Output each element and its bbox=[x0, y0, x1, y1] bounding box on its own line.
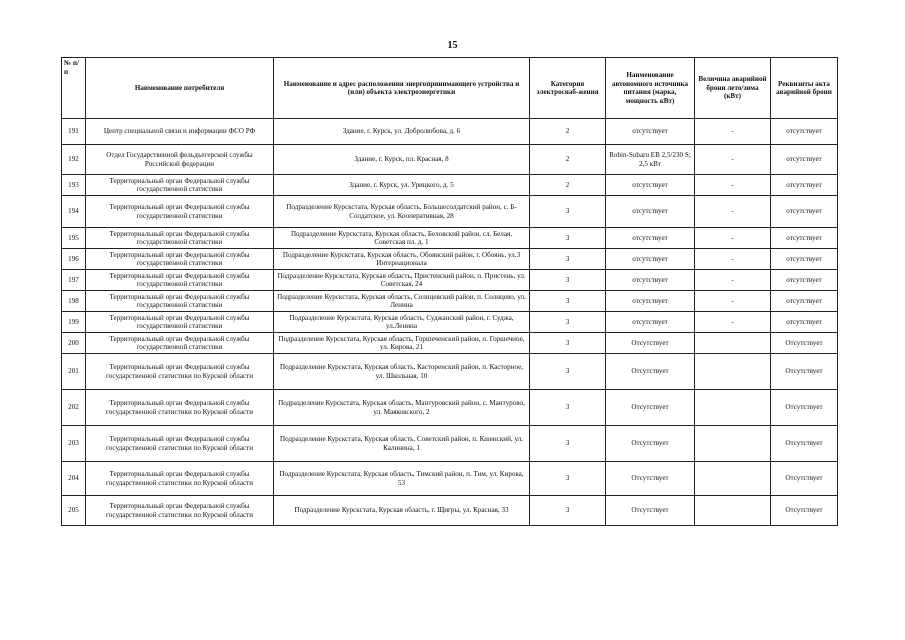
cell-category: 3 bbox=[530, 249, 606, 270]
table-row bbox=[62, 119, 838, 145]
cell-act: Отсутствует bbox=[771, 426, 838, 462]
cell-source: Отсутствует bbox=[606, 390, 695, 426]
cell-object: Подразделение Курскстата, Курская область, Большесолдатский район, с. Б-Солдатское, ул. Кооперативная, 28 bbox=[274, 196, 530, 228]
cell-consumer: Отдел Государственной фельдъегерской службы Российской федерации bbox=[86, 145, 274, 175]
cell-category: 3 bbox=[530, 354, 606, 390]
cell-object: Подразделение Курскстата, Курская область, Суджанский район, г. Суджа, ул.Ленина bbox=[274, 312, 530, 333]
cell-category: 3 bbox=[530, 462, 606, 496]
cell-source: Отсутствует bbox=[606, 462, 695, 496]
cell-category: 3 bbox=[530, 333, 606, 354]
cell-act: отсутствует bbox=[771, 249, 838, 270]
cell-reserve bbox=[695, 462, 771, 496]
table-row bbox=[62, 390, 838, 426]
cell-category: 2 bbox=[530, 119, 606, 145]
cell-num: 201 bbox=[62, 354, 86, 390]
cell-act: Отсутствует bbox=[771, 354, 838, 390]
cell-object: Подразделение Курскстата, Курская область, г. Щигры, ул. Красная, 33 bbox=[274, 496, 530, 526]
emergency-reserve-table bbox=[61, 57, 838, 526]
cell-num: 205 bbox=[62, 496, 86, 526]
cell-consumer: Территориальный орган Федеральной службы государственной статистики по Курской области bbox=[86, 496, 274, 526]
cell-num: 197 bbox=[62, 270, 86, 291]
table-row bbox=[62, 354, 838, 390]
cell-reserve: - bbox=[695, 291, 771, 312]
cell-act: отсутствует bbox=[771, 228, 838, 249]
cell-reserve bbox=[695, 390, 771, 426]
cell-source: Отсутствует bbox=[606, 496, 695, 526]
cell-consumer: Территориальный орган Федеральной службы государственной статистики bbox=[86, 228, 274, 249]
cell-reserve bbox=[695, 496, 771, 526]
table-header-row bbox=[62, 58, 838, 119]
cell-consumer: Центр специальной связи и информации ФСО РФ bbox=[86, 119, 274, 145]
table-row bbox=[62, 462, 838, 496]
cell-object: Подразделение Курскстата, Курская область, Солнцевский район, п. Солнцево, ул. Ленина bbox=[274, 291, 530, 312]
cell-object: Подразделение Курскстата, Курская область, Советский район, п. Кшенский, ул. Калинина, 1 bbox=[274, 426, 530, 462]
cell-source: отсутствует bbox=[606, 119, 695, 145]
cell-object: Здание, г. Курск, ул. Урицкого, д. 5 bbox=[274, 175, 530, 196]
cell-object: Подразделение Курскстата, Курская область, Беловский район, сл. Белая, Советская пл. д. 1 bbox=[274, 228, 530, 249]
cell-num: 195 bbox=[62, 228, 86, 249]
cell-num: 196 bbox=[62, 249, 86, 270]
cell-num: 203 bbox=[62, 426, 86, 462]
cell-reserve bbox=[695, 426, 771, 462]
table-row bbox=[62, 270, 838, 291]
cell-category: 3 bbox=[530, 291, 606, 312]
cell-consumer: Территориальный орган Федеральной службы государственной статистики по Курской области bbox=[86, 390, 274, 426]
cell-source: Отсутствует bbox=[606, 333, 695, 354]
cell-category: 3 bbox=[530, 496, 606, 526]
cell-num: 199 bbox=[62, 312, 86, 333]
cell-act: отсутствует bbox=[771, 175, 838, 196]
cell-reserve: - bbox=[695, 196, 771, 228]
cell-source: отсутствует bbox=[606, 228, 695, 249]
cell-consumer: Территориальный орган Федеральной службы государственной статистики bbox=[86, 196, 274, 228]
cell-category: 2 bbox=[530, 145, 606, 175]
cell-act: отсутствует bbox=[771, 291, 838, 312]
table-row bbox=[62, 228, 838, 249]
cell-source: Отсутствует bbox=[606, 426, 695, 462]
cell-consumer: Территориальный орган Федеральной службы государственной статистики bbox=[86, 333, 274, 354]
cell-act: Отсутствует bbox=[771, 462, 838, 496]
cell-act: Отсутствует bbox=[771, 390, 838, 426]
cell-num: 194 bbox=[62, 196, 86, 228]
cell-num: 198 bbox=[62, 291, 86, 312]
cell-num: 200 bbox=[62, 333, 86, 354]
cell-object: Подразделение Курскстата, Курская область, Касторенский район, п. Касторное, ул. Школьная, 10 bbox=[274, 354, 530, 390]
cell-object: Подразделение Курскстата, Курская область, Пристенский район, п. Пристень, ул. Советская, 24 bbox=[274, 270, 530, 291]
header-object: Наименование и адрес расположения энергопринимающего устройства и (или) объекта электроэнергетики bbox=[274, 58, 530, 119]
table-row bbox=[62, 312, 838, 333]
cell-object: Подразделение Курскстата, Курская область, Тимский район, п. Тим, ул. Кирова, 53 bbox=[274, 462, 530, 496]
cell-act: отсутствует bbox=[771, 145, 838, 175]
cell-reserve: - bbox=[695, 175, 771, 196]
cell-consumer: Территориальный орган Федеральной службы государственной статистики bbox=[86, 270, 274, 291]
cell-num: 192 bbox=[62, 145, 86, 175]
cell-category: 3 bbox=[530, 426, 606, 462]
header-act: Реквизиты акта аварийной брони bbox=[771, 58, 838, 119]
cell-reserve bbox=[695, 333, 771, 354]
cell-object: Здание, г. Курск, ул. Добролюбова, д. 6 bbox=[274, 119, 530, 145]
header-source: Наименование автономного источника питания (марка, мощность кВт) bbox=[606, 58, 695, 119]
table-row bbox=[62, 426, 838, 462]
header-consumer: Наименование потребителя bbox=[86, 58, 274, 119]
cell-consumer: Территориальный орган Федеральной службы государственной статистики по Курской области bbox=[86, 354, 274, 390]
cell-consumer: Территориальный орган Федеральной службы государственной статистики по Курской области bbox=[86, 462, 274, 496]
cell-category: 3 bbox=[530, 390, 606, 426]
cell-reserve: - bbox=[695, 228, 771, 249]
cell-category: 3 bbox=[530, 270, 606, 291]
cell-consumer: Территориальный орган Федеральной службы государственной статистики bbox=[86, 175, 274, 196]
cell-num: 202 bbox=[62, 390, 86, 426]
cell-source: Robin-Subaru EB 2,5/230 S; 2,5 кВт bbox=[606, 145, 695, 175]
cell-object: Подразделение Курскстата, Курская область, Обоянский район, г. Обоянь, ул.3 Интернационала bbox=[274, 249, 530, 270]
cell-num: 193 bbox=[62, 175, 86, 196]
cell-reserve: - bbox=[695, 270, 771, 291]
cell-act: отсутствует bbox=[771, 196, 838, 228]
table-row bbox=[62, 196, 838, 228]
cell-category: 3 bbox=[530, 196, 606, 228]
table-body bbox=[62, 119, 838, 526]
header-reserve: Величина аварийной брони лето/зима (кВт) bbox=[695, 58, 771, 119]
cell-source: отсутствует bbox=[606, 270, 695, 291]
cell-act: отсутствует bbox=[771, 270, 838, 291]
cell-source: отсутствует bbox=[606, 249, 695, 270]
table-row bbox=[62, 249, 838, 270]
cell-num: 204 bbox=[62, 462, 86, 496]
table-row bbox=[62, 145, 838, 175]
header-category: Категория электроснаб-жения bbox=[530, 58, 606, 119]
cell-source: отсутствует bbox=[606, 196, 695, 228]
table-row bbox=[62, 291, 838, 312]
table-row bbox=[62, 496, 838, 526]
cell-reserve: - bbox=[695, 249, 771, 270]
table-row bbox=[62, 175, 838, 196]
cell-act: Отсутствует bbox=[771, 333, 838, 354]
cell-source: отсутствует bbox=[606, 312, 695, 333]
cell-object: Подразделение Курскстата, Курская область, Горшеченский район, п. Горшечное, ул. Кирова, 21 bbox=[274, 333, 530, 354]
cell-object: Здание, г. Курск, пл. Красная, 8 bbox=[274, 145, 530, 175]
cell-act: отсутствует bbox=[771, 119, 838, 145]
cell-act: отсутствует bbox=[771, 312, 838, 333]
cell-reserve: - bbox=[695, 312, 771, 333]
cell-object: Подразделение Курскстата, Курская область, Мантуровский район, с. Мантурово, ул. Маяковского, 2 bbox=[274, 390, 530, 426]
cell-reserve: - bbox=[695, 145, 771, 175]
cell-consumer: Территориальный орган Федеральной службы государственной статистики по Курской области bbox=[86, 426, 274, 462]
cell-source: Отсутствует bbox=[606, 354, 695, 390]
cell-source: отсутствует bbox=[606, 291, 695, 312]
cell-category: 2 bbox=[530, 175, 606, 196]
cell-consumer: Территориальный орган Федеральной службы государственной статистики bbox=[86, 249, 274, 270]
table-row bbox=[62, 333, 838, 354]
cell-consumer: Территориальный орган Федеральной службы государственной статистики bbox=[86, 312, 274, 333]
cell-reserve bbox=[695, 354, 771, 390]
cell-act: Отсутствует bbox=[771, 496, 838, 526]
cell-reserve: - bbox=[695, 119, 771, 145]
cell-category: 3 bbox=[530, 312, 606, 333]
header-num: № п/п bbox=[62, 58, 86, 119]
cell-num: 191 bbox=[62, 119, 86, 145]
page-number: 15 bbox=[447, 40, 458, 51]
cell-source: отсутствует bbox=[606, 175, 695, 196]
cell-consumer: Территориальный орган Федеральной службы государственной статистики bbox=[86, 291, 274, 312]
cell-category: 3 bbox=[530, 228, 606, 249]
